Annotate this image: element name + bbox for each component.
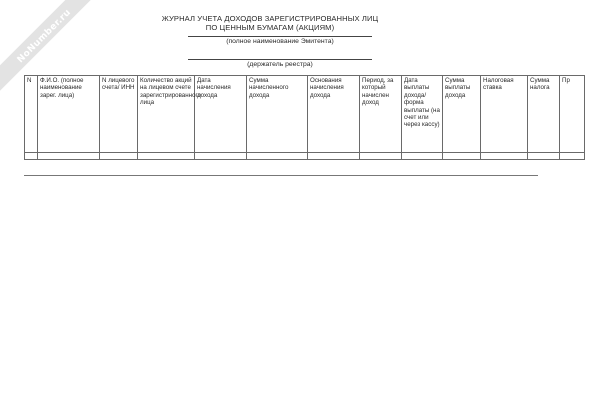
table-cell bbox=[528, 153, 560, 160]
income-ledger-table bbox=[24, 75, 585, 160]
column-header: Период, за который начислен доход bbox=[360, 76, 402, 153]
table-cell bbox=[25, 153, 38, 160]
column-header: Дата начисления дохода bbox=[195, 76, 247, 153]
table-cell bbox=[360, 153, 402, 160]
table-cell bbox=[402, 153, 443, 160]
registrar-caption: (держатель реестра) bbox=[247, 61, 313, 68]
table-cell bbox=[308, 153, 360, 160]
table-header-row bbox=[25, 76, 585, 153]
table-cell bbox=[138, 153, 195, 160]
column-header: Сумма налога bbox=[528, 76, 560, 153]
table-row bbox=[25, 153, 585, 160]
page-divider bbox=[24, 175, 538, 176]
column-header: Пр bbox=[560, 76, 585, 153]
column-header: Налоговая ставка bbox=[481, 76, 528, 153]
column-header: Основания начисления дохода bbox=[308, 76, 360, 153]
table-cell bbox=[100, 153, 138, 160]
issuer-name-line bbox=[188, 36, 372, 37]
column-header: N лицевого счета/ ИНН bbox=[100, 76, 138, 153]
column-header: Сумма выплаты дохода bbox=[443, 76, 481, 153]
column-header: N bbox=[25, 76, 38, 153]
table-cell bbox=[38, 153, 100, 160]
column-header: Сумма начисленного дохода bbox=[247, 76, 308, 153]
watermark-text: NoNumber.ru bbox=[15, 7, 74, 66]
column-header: Ф.И.О. (полное наименование зарег. лица) bbox=[38, 76, 100, 153]
title-line-2: ПО ЦЕННЫМ БУМАГАМ (АКЦИЯМ) bbox=[205, 23, 335, 32]
issuer-caption: (полное наименование Эмитента) bbox=[226, 38, 334, 45]
table-cell bbox=[195, 153, 247, 160]
registrar-name-line bbox=[188, 59, 372, 60]
column-header: Количество акций на лицевом счете зарегистрированного лица bbox=[138, 76, 195, 153]
table-cell bbox=[443, 153, 481, 160]
column-header: Дата выплаты дохода/ форма выплаты (на счет или через кассу) bbox=[402, 76, 443, 153]
title-line-1: ЖУРНАЛ УЧЕТА ДОХОДОВ ЗАРЕГИСТРИРОВАННЫХ ЛИЦ bbox=[161, 14, 379, 23]
table-cell bbox=[560, 153, 585, 160]
ledger-table-wrapper bbox=[24, 75, 577, 165]
document-title bbox=[150, 14, 390, 32]
table-cell bbox=[247, 153, 308, 160]
table-cell bbox=[481, 153, 528, 160]
